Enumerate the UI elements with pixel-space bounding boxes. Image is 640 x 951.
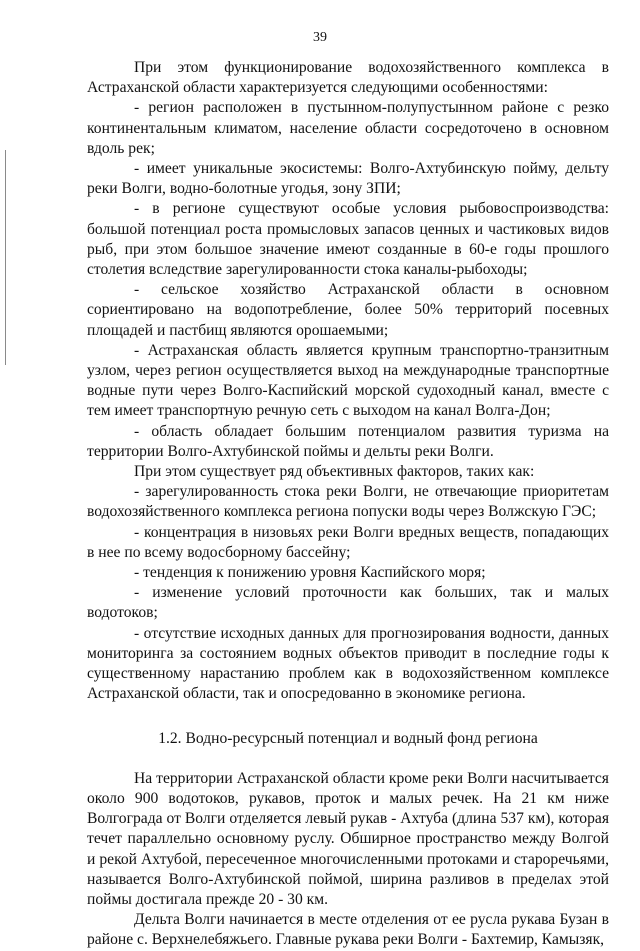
paragraph: При этом существует ряд объективных факторов, таких как: bbox=[134, 463, 535, 481]
list-item: - отсутствие исходных данных для прогнозирования водности, данных мониторинга за состоянием водных объектов приводит в последние годы к существенному нарастанию проблем как в водохозяйственном комплексе Астраханской области, так и опосредованно в экономике региона. bbox=[87, 624, 609, 703]
list-item: - концентрация в низовьях реки Волги вредных веществ, попадающих в нее по всему водосборному бассейну; bbox=[87, 523, 609, 561]
list-item: - область обладает большим потенциалом развития туризма на территории Волго-Ахтубинской поймы и дельты реки Волги. bbox=[87, 422, 609, 460]
paragraph: При этом функционирование водохозяйственного комплекса в Астраханской области характеризуется следующими особенностями: bbox=[87, 59, 609, 97]
list-item: - тенденция к понижению уровня Каспийского моря; bbox=[134, 564, 486, 582]
list-item: - Астраханская область является крупным транспортно-транзитным узлом, через регион осуществляется выход на международные транспортные водные пути через Волго-Каспийский морской судоходный канал, вместе с тем имеет транспортную речную сеть с выходом на канал Волга-Дон; bbox=[87, 341, 609, 420]
list-item: - регион расположен в пустынном-полупустынном районе с резко континентальным климатом, население области сосредоточено в основном вдоль рек; bbox=[87, 99, 609, 157]
list-item: - изменение условий проточности как больших, так и малых водотоков; bbox=[87, 584, 609, 622]
list-item: - в регионе существуют особые условия рыбовоспроизводства: большой потенциал роста промысловых запасов ценных и частиковых видов рыб, при этом большое значение имеют созданные в 60-е годы прошлого столетия вследствие зарегулированности стока каналы-рыбоходы; bbox=[87, 200, 609, 279]
page-number: 39 bbox=[313, 30, 327, 45]
paragraph: Дельта Волги начинается в месте отделения от ее русла рукава Бузан в районе с. Верхнелебяжьего. Главные рукава реки Волги - Бахтемир, Камызяк, bbox=[87, 911, 609, 949]
list-item: - сельское хозяйство Астраханской области в основном сориентировано на водопотребление, более 50% территорий посевных площадей и пастбищ являются орошаемыми; bbox=[87, 281, 609, 339]
section-heading: 1.2. Водно-ресурсный потенциал и водный фонд региона bbox=[158, 729, 538, 747]
list-item: - зарегулированность стока реки Волги, не отвечающие приоритетам водохозяйственного комплекса региона попуски воды через Волжскую ГЭС; bbox=[87, 483, 609, 521]
paragraph: На территории Астраханской области кроме реки Волги насчитывается около 900 водотоков, рукавов, проток и малых речек. На 21 км ниже Волгограда от Волги отделяется левый рукав - Ахтуба (длина 537 км), которая течет параллельно основному руслу. Обширное пространство между Волгой и рекой Ахтубой, пересеченное многочисленными протоками и староречьями, называется Волго-Ахтубинской поймой, ширина разливов в пределах этой поймы достигала прежде 20 - 30 км. bbox=[87, 769, 609, 908]
document-body bbox=[87, 58, 609, 951]
list-item: - имеет уникальные экосистемы: Волго-Ахтубинскую пойму, дельту реки Волги, водно-болотные угодья, зону ЗПИ; bbox=[87, 160, 609, 198]
scan-edge-line bbox=[5, 150, 6, 365]
